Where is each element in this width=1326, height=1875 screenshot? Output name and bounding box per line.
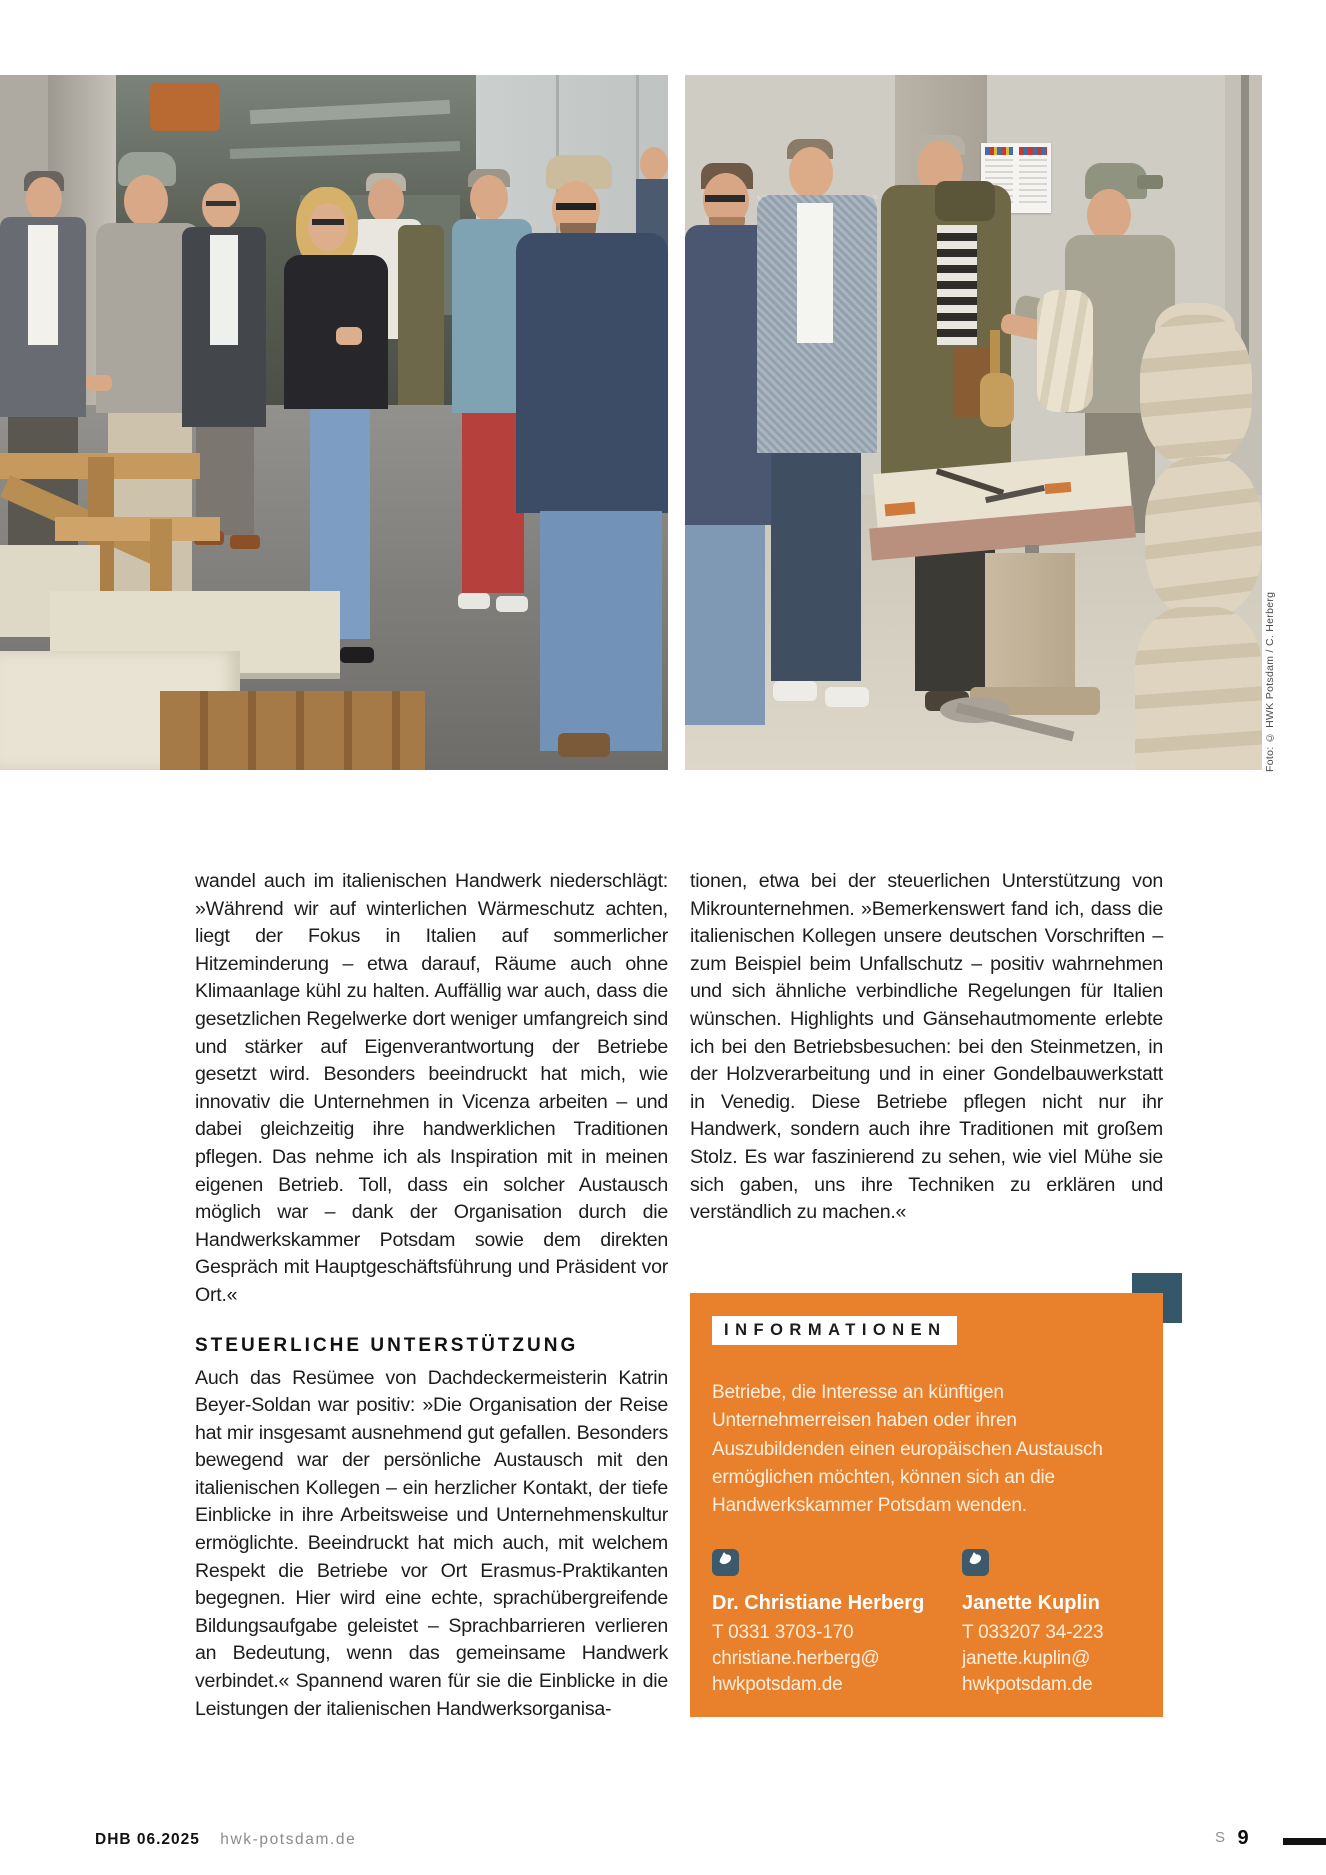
paragraph: tionen, etwa bei der steuerlichen Unterstützung von Mikrounternehmen. »Bemerkenswert fand ich, dass die italienischen Kollegen unsere deutschen Vorschriften – zum Beispiel beim Unfallschutz – positiv wahrnehmen und sich ähnliche verbindliche Regelungen für Italien wünschen. Highlights und Gänsehautmomente erlebte ich bei den Betriebsbesuchen: bei den Steinmetzen, in der Holzverarbeitung und in einer Gondelbauwerkstatt in Venedig. Diese Betriebe pflegen nicht nur ihr Handwerk, sondern auch ihre Traditionen mit großem Stolz. Es war faszinierend zu sehen, wie viel Mühe sie sich gaben, uns ihre Techniken zu erklären und verständlich zu machen.«	[690, 870, 1163, 1224]
figure-person	[202, 183, 240, 229]
contact-list	[712, 1545, 1145, 1698]
contact-bird-icon	[962, 1549, 989, 1576]
contact-email: janette.kuplin@	[962, 1648, 1091, 1669]
contact-email-domain: hwkpotsdam.de	[962, 1674, 1093, 1695]
contact-email: christiane.herberg@	[712, 1648, 880, 1669]
carved-stone	[1037, 290, 1093, 412]
page-number-prefix: S	[1215, 1829, 1226, 1846]
article-column-left	[195, 868, 668, 1723]
paragraph: Auch das Resümee von Dachdeckermeisterin Katrin Beyer-Soldan war positiv: »Die Organisation der Reise hat mir insgesamt ausnehmend gut gefallen. Besonders bewegend war der persönliche Austausch mit den italienischen Kollegen – ein herzlicher Kontakt, der tiefe Einblicke in ihre Arbeitsweise und Unternehmenskultur ermöglichte. Beeindruckt hat mich auch, mit welchem Respekt die Betriebe vor Ort Erasmus-Praktikanten begegnen. Hier wird eine echte, sprachübergreifende Bildungsaufgabe geleistet – Sprachbarrieren verlieren an Bedeutung, wenn das gemeinsame Handwerk verbindet.« Spannend waren für sie die Einblicke in die Leistungen der italienischen Handwerksorganisa-	[195, 1366, 668, 1720]
footer-rule	[1283, 1838, 1326, 1845]
contact-phone: T 0331 3703-170	[712, 1622, 854, 1643]
contact-phone: T 033207 34-223	[962, 1622, 1104, 1643]
paragraph: wandel auch im italienischen Handwerk niederschlägt: »Während wir auf winterlichen Wärmeschutz achten, liegt der Fokus in Italien auf sommerlicher Hitzeminderung – etwa darauf, Räume auch ohne Klimaanlage kühl zu halten. Auffällig war auch, dass die gesetzlichen Regelwerke dort weniger umfangreich sind und stärker auf Eigenverantwortung der Betriebe gesetzt wird. Besonders beeindruckt hat mich, wie innovativ die Unternehmen in Vicenza arbeiten – und dabei gleichzeitig ihre handwerklichen Traditionen pflegen. Das nehme ich als Inspiration mit in meinen eigenen Betrieb. Toll, dass ein solcher Austausch möglich war – dank der Organisation durch die Handwerkskammer Potsdam sowie dem direkten Gespräch mit Hauptgeschäftsführung und Präsident vor Ort.«	[195, 870, 668, 1306]
page-number	[1215, 1827, 1249, 1850]
photo-credit: Foto: © HWK Potsdam / C. Herberg	[1264, 591, 1276, 772]
photo-left	[0, 75, 668, 770]
section-heading: STEUERLICHE UNTERSTÜTZUNG	[195, 1334, 579, 1356]
contact-bird-icon	[712, 1549, 739, 1576]
contact-name: Dr. Christiane Herberg	[712, 1592, 925, 1614]
footer-issue: DHB 06.2025	[95, 1831, 200, 1848]
info-box-label: INFORMATIONEN	[712, 1316, 957, 1345]
photo-right	[685, 75, 1262, 770]
contact-email-domain: hwkpotsdam.de	[712, 1674, 843, 1695]
contact-card	[712, 1545, 962, 1698]
contact-name: Janette Kuplin	[962, 1592, 1100, 1614]
contact-card	[962, 1545, 1103, 1698]
info-box	[690, 1293, 1163, 1717]
footer-website: hwk-potsdam.de	[220, 1831, 357, 1848]
figure-person	[640, 147, 668, 181]
wooden-pallet	[160, 691, 425, 770]
page-number-value: 9	[1237, 1827, 1249, 1849]
info-box-body: Betriebe, die Interesse an künftigen Unternehmerreisen haben oder ihren Auszubildenden einen europäischen Austausch ermöglichen möchten, können sich an die Handwerkskammer Potsdam wenden.	[712, 1382, 1103, 1517]
footer	[95, 1831, 356, 1849]
article-column-right	[690, 868, 1163, 1227]
